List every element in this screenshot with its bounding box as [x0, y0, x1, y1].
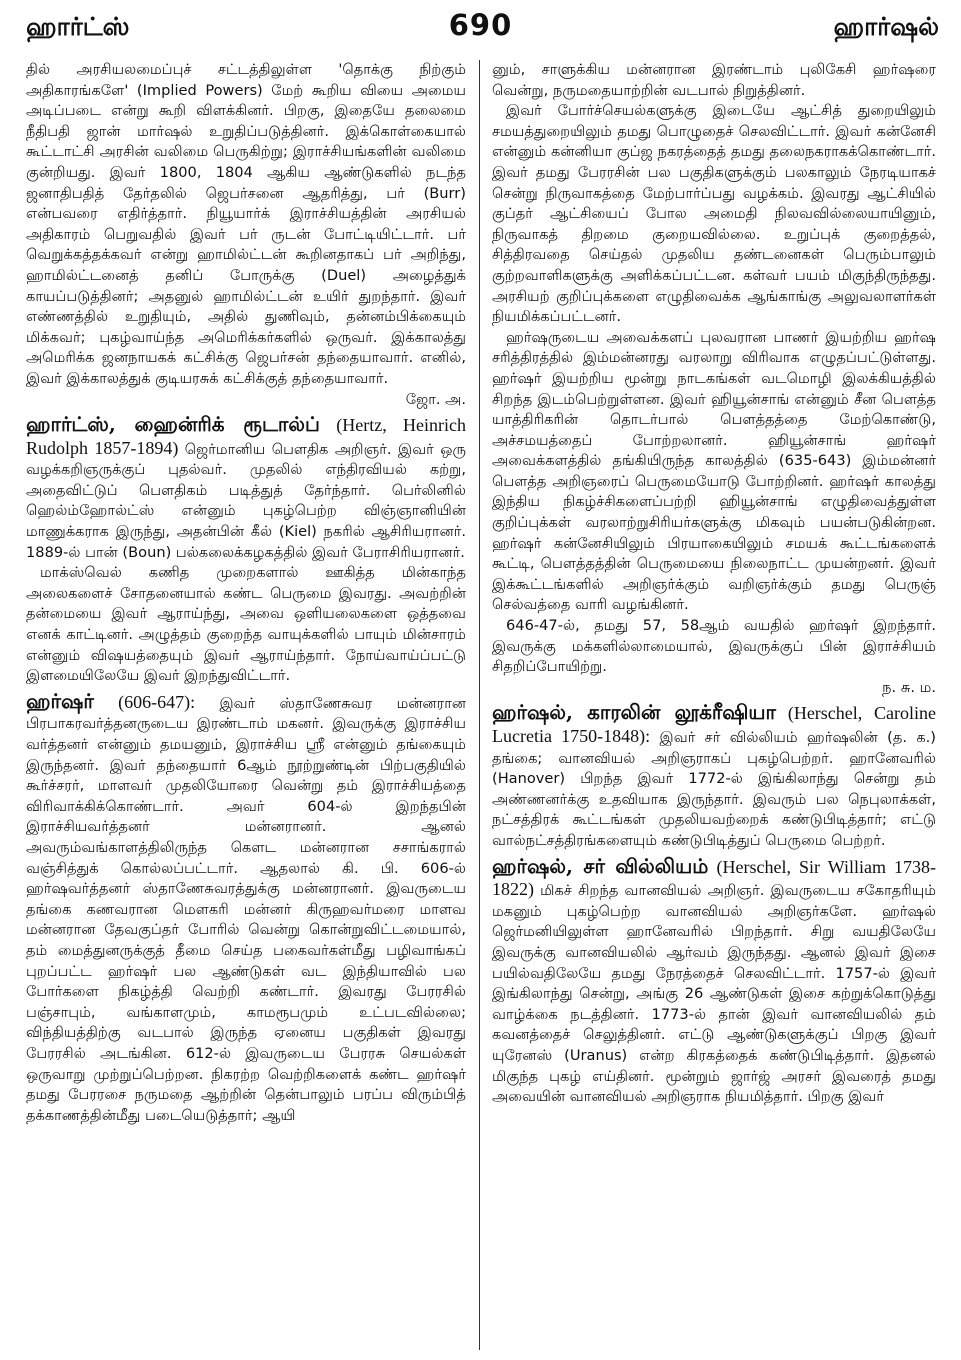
encyclopedia-entry [26, 689, 466, 1126]
entry-title: ஹர்ஷல், காரலின் லூக்ரீஷியா [492, 700, 776, 725]
header-right-word: ஹார்ஷல் [833, 12, 939, 41]
column-divider [479, 60, 480, 1350]
paragraph: இவர் போர்ச்செயல்களுக்கு இடையே ஆட்சித் துறையிலும் சமயத்துறையிலும் தமது பொழுதைச் செலவிட்டார். இவர் கன்னேசி என்னும் கன்னியா குப்ஜ நகரத்தைத் தமது தலைநகராகக்கொண்டார். இவர் தமது பேரரசின் பல பகுதிகளுக்கும் பலகாலும் நேரடியாகச் சென்று நிருவாகத்தை மேற்பார்ப்பது வழக்கம். இவரது ஆட்சியில் குப்தர் ஆட்சியைப் போல அமைதி நிலவவில்லையாயினும், நிருவாகத் திறமை குறையவில்லை. உறுப்புக் குறைத்தல், சித்திரவதை செய்தல் முதலிய தண்டனைகள் பெரும்பாலும் குற்றவாளிகளுக்கு அளிக்கப்பட்டன. கள்வர் பயம் மிகுந்திருந்தது. அரசியற் குறிப்புக்களை எழுதிவைக்க ஆங்காங்கு அலுவலாளர்கள் நியமிக்கப்பட்டனர். [492, 102, 936, 326]
page-number: 690 [448, 8, 513, 42]
paragraph: னும், சாளுக்கிய மன்னரான இரண்டாம் புலிகேசி ஹர்ஷரை வென்று, நருமதையாற்றின் வடபால் நிறுத்தினர். [492, 61, 936, 99]
paragraph: மாக்ஸ்வெல் கணித முறைகளால் ஊகித்த மின்காந்த அலைகளைச் சோதனையால் கண்ட பெருமை இவரது. அவற்றின் தன்மையை இவர் ஆராய்ந்து, அவை ஒளியலைகளை ஒத்தவை எனக் காட்டினர். அழுத்தம் குறைந்த வாயுக்களில் பாயும் மின்சாரம் என்னும் விஷயத்தையும் இவர் ஆராய்ந்தார். நோய்வாய்ப்பட்டு இளமையிலேயே இவர் இறந்துவிட்டார். [26, 564, 466, 685]
paragraph: தில் அரசியலமைப்புச் சட்டத்திலுள்ள 'தொக்கு நிற்கும் அதிகாரங்களே' (Implied Powers) மேற் கூறிய வியை அமைய அடிப்படை என்று கூறி விளக்கினர். பிறகு, இதையே தலைமை நீதிபதி ஜான் மார்ஷல் உறுதிப்படுத்தினர். இக்கொள்கையால் கூட்டாட்சி அரசின் வலிமை பெருகிற்று; இராச்சியங்களின் வலிமை குன்றியது. இவர் 1800, 1804 ஆகிய ஆண்டுகளில் நடந்த ஜனாதிபதித் தேர்தலில் ஜெபர்சனை ஆதரித்து, பர் (Burr) என்பவரை எதிர்த்தார். நியூயார்க் இராச்சியத்தின் அரசியல் அதிகாரம் பெறுவதில் இவர் பர் ருடன் போட்டியிட்டார். பர் வெறுக்கத்தக்கவர் என்று ஹாமில்ட்டன் கூறினதாகப் பர் அறிந்து, ஹாமில்ட்டனைத் தனிப் போருக்கு (Duel) அழைத்துக் காயப்படுத்தினர்; அதனுல் ஹாமில்ட்டன் உயிர் துறந்தார். இவர் எண்ணத்தில் உறுதியும், அதில் துணிவும், தன்னம்பிக்கையும் மிக்கவர்; புகழ்வாய்ந்த அமெரிக்கர்களில் ஒருவர். இக்காலத்து அமெரிக்க ஜனநாயகக் கட்சிக்கு ஜெபர்சன் தந்தையாவார். எனில், இவர் இக்காலத்துக் குடியரசுக் கட்சிக்குத் தந்தையாவார். [26, 61, 466, 387]
entry-title: ஹார்ட்ஸ், ஹைன்ரிக் ரூடால்ப் [26, 412, 320, 437]
paragraph: 646-47-ல், தமது 57, 58ஆம் வயதில் ஹர்ஷர் இறந்தார். இவருக்கு மக்களில்லாமையால், இவருக்குப் பின் இராச்சியம் சிதறிப்போயிற்று. [492, 617, 936, 676]
left-column [26, 60, 466, 1350]
right-column [492, 60, 936, 1350]
entry-latin-name: (Herschel, Caroline Lucretia 1750-1848): [492, 703, 936, 746]
entry-title: ஹர்ஷர் [26, 688, 94, 713]
entry-body: இவர் ஸ்தாணேசுவர மன்னரான பிரபாகரவர்த்தனருடைய இரண்டாம் மகனர். இவருக்கு இராச்சிய வர்த்தனர் என்னும் தமயனும், இராச்சிய ஸ்ரீ என்னும் தங்கையும் இருந்தனர். இவர் தந்தையார் 6ஆம் நூற்றுண்டின் பிற்பகுதியில் கூர்ச்சரர், மாளவர் முதலியோரை வென்று தம் இராச்சியத்தை விரிவாக்கிக்கொண்டார். அவர் 604-ல் இறந்தபின் இராச்சியவர்த்தனர் மன்னரானர். ஆனல் அவரும்வங்காளத்திலிருந்த கௌட மன்னரான சசாங்கரால் வஞ்சித்துக் கொல்லப்பட்டார். ஆதலால் கி. பி. 606-ல் ஹர்ஷவர்த்தனர் ஸ்தாணேசுவரத்துக்கு மன்னரானர். இவருடைய தங்கை கணவரான மௌகரி மன்னர் கிருஹவர்மரை மாளவ மன்னரான தேவகுப்தர் போரில் வென்று கொன்றுவிட்டமையால், தம் மைத்துனருக்குத் தீமை செய்த பகைவர்கள்மீது பழிவாங்கப் புறப்பட்ட ஹர்ஷர் பல ஆண்டுகள் வட இந்தியாவில் பல போர்களை நிகழ்த்தி வெற்றி கண்டார். இவரது பேரரசில் பஞ்சாபும், வங்காளமும், காமரூபமும் உட்படவில்லை; விந்தியத்திற்கு வடபால் இருந்த ஏனைய பகுதிகள் இவரது பேரரசில் அடங்கின. 612-ல் இவருடைய பேரரசு செயல்கள் ஒருவாறு முற்றுப்பெற்றன. நிகரற்ற வெற்றிகளைக் கண்ட ஹர்ஷர் தமது பேரரசை நருமதை ஆற்றின் தென்பாலும் பரப்ப விரும்பித் தக்காணத்தின்மீது படையெடுத்தார்; ஆயி [26, 694, 466, 1124]
paragraph: ஹர்ஷருடைய அவைக்களப் புலவரான பாணர் இயற்றிய ஹர்ஷ சரித்திரத்தில் இம்மன்னரது வரலாறு விரிவாக எழுதப்பட்டுள்ளது. ஹர்ஷர் இயற்றிய மூன்று நாடகங்கள் வடமொழி இலக்கியத்தில் சிறந்த இடம்பெற்றுள்ளன. இவர் ஹியூன்சாங் என்னும் சீன பௌத்த யாத்திரிகரின் தொடர்பால் பௌத்தத்தை மேற்கொண்டு, அச்சமயத்தைப் போற்றலானர். ஹியூன்சாங் ஹர்ஷர் அவைக்களத்தில் தங்கியிருந்த காலத்தில் (635-643) இம்மன்னர் பௌத்த அறிஞரைப் பெருமையோடு போற்றினர். ஹர்ஷர் காலத்து இந்திய நிகழ்ச்சிகளைப்பற்றி ஹியூன்சாங் எழுதிவைத்துள்ள குறிப்புக்கள் வரலாற்றுசிரியர்களுக்கு மிகவும் பயன்படுகின்றன. ஹர்ஷர் கன்னேசியிலும் பிரயாகையிலும் சமயக் கூட்டங்களைக் கூட்டி, பௌத்தத்தின் பெருமையை நிலைநாட்ட முயன்றனர். இவர் இக்கூட்டங்களில் அறிஞர்க்கும் வறிஞர்க்கும் தமது பெருஞ் செல்வத்தை வாரி வழங்கினர். [492, 328, 936, 614]
entry-latin-name: (606-647): [118, 691, 196, 712]
entry-title: ஹர்ஷல், சர் வில்லியம் [492, 853, 709, 878]
author-signature: ஜோ. அ. [405, 390, 466, 408]
entry-body: இவர் சர் வில்லியம் ஹர்ஷலின் (த. க.) தங்கை; வானவியல் அறிஞராகப் புகழ்பெற்றர். ஹானேவரில் (Hanover) பிறந்த இவர் 1772-ல் இங்கிலாந்து சென்று தம் அண்ணனர்க்கு உதவியாக இருந்தார். இவரும் பல நெபுலாக்கள், நட்சத்திரக் கூட்டங்கள் முதலியவற்றைக் கண்டுபிடித்தார்; எட்டு வால்நட்சத்திரங்களையும் கண்டுபிடித்துப் பெருமை பெற்றர். [492, 729, 936, 849]
entry-latin-name: (Herschel, Sir William 1738-1822) [492, 856, 936, 900]
encyclopedia-entry [492, 700, 936, 851]
entry-body: ஜெர்மானிய பௌதிக அறிஞர். இவர் ஒரு வழக்கறிஞருக்குப் புதல்வர். முதலில் எந்திரவியல் கற்று, அதைவிட்டுப் பௌதிகம் படித்துத் தேர்ந்தார். பெர்லினில் ஹெல்ம்ஹோல்ட்ஸ் என்னும் புகழ்பெற்ற விஞ்ஞானியின் மாணுக்கராக இருந்து, அதன்பின் கீல் (Kiel) நகரில் ஆசிரியரானர். 1889-ல் பான் (Boun) பல்கலைக்கழகத்தில் இவர் பேராசிரியரானர். [26, 440, 466, 561]
header-left-word: ஹார்ட்ஸ் [26, 12, 130, 41]
author-signature: ந. சு. ம. [882, 678, 936, 696]
encyclopedia-entry [492, 854, 936, 1108]
entry-body: மிகச் சிறந்த வானவியல் அறிஞர். இவருடைய சகோதரியும் மகனும் புகழ்பெற்ற வானவியல் அறிஞர்களே. ஹர்ஷல் ஜெர்மனியிலுள்ள ஹானேவரில் பிறந்தார். சிறு வயதிலேயே இவருக்கு வானவியலில் ஆர்வம் இருந்தது. ஆனல் இவர் இசை பயில்வதிலேயே தமது நேரத்தைச் செலவிட்டார். 1757-ல் இவர் இங்கிலாந்து சென்று, அங்கு 26 ஆண்டுகள் இசை கற்றுக்கொடுத்து வாழ்க்கை நடத்தினர். 1773-ல் தான் இவர் வானவியலில் தம் கவனத்தைச் செலுத்தினர். எட்டு ஆண்டுகளுக்குப் பிறகு இவர் யுரேனஸ் (Uranus) என்ற கிரகத்தைக் கண்டுபிடித்தார். இதனல் மிகுந்த புகழ் எய்தினர். மூன்றும் ஜார்ஜ் அரசர் இவரைத் தமது அவையின் வானவியல் அறிஞராக நியமித்தார். பிறகு இவர் [492, 882, 936, 1106]
page-header [0, 8, 961, 48]
entry-latin-name: (Hertz, Heinrich Rudolph 1857-1894) [26, 415, 466, 458]
encyclopedia-entry [26, 412, 466, 563]
